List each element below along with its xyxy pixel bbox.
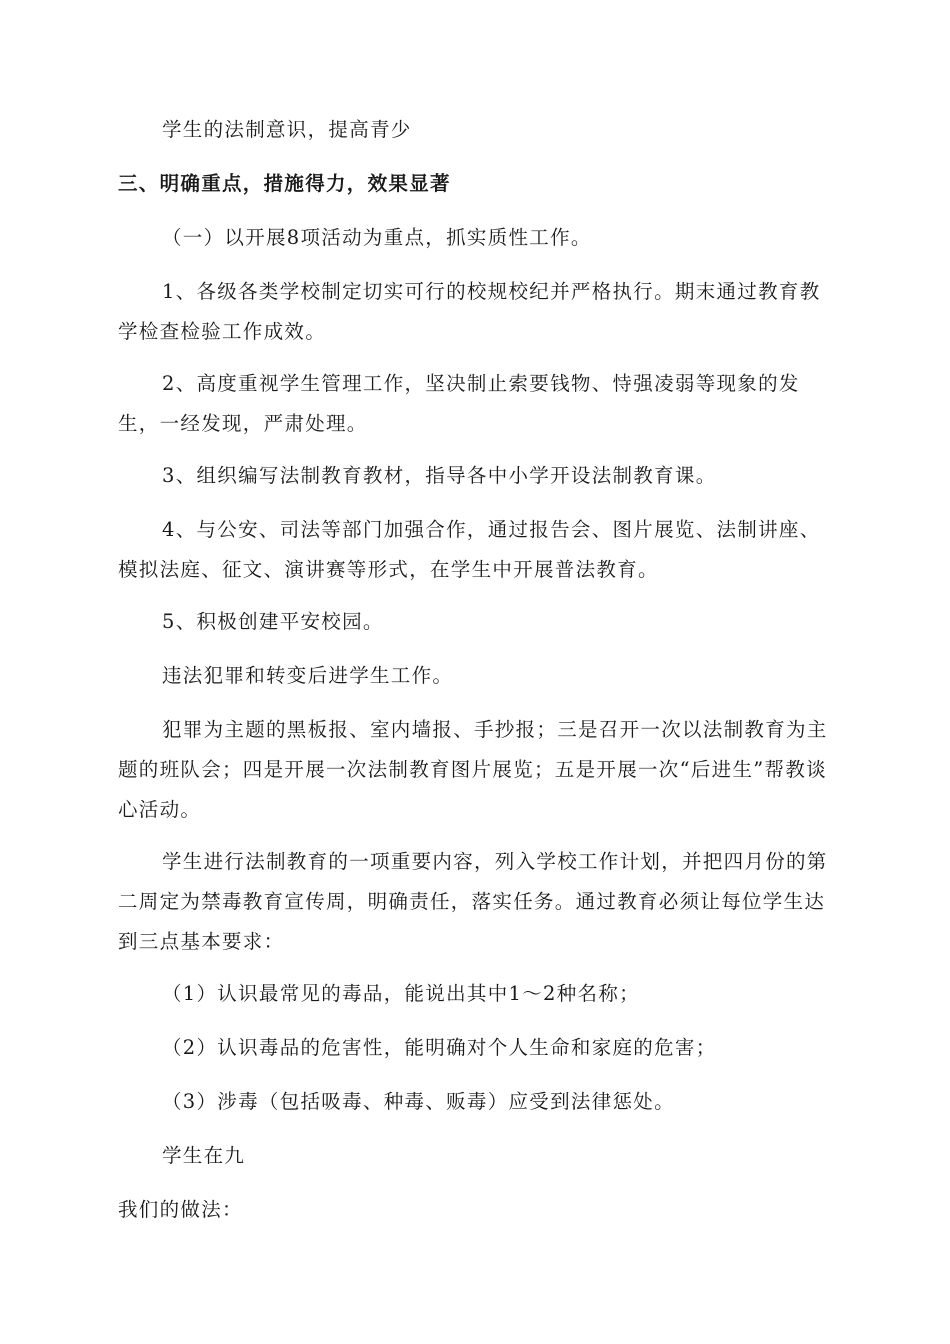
subsection-heading: （一）以开展8项活动为重点，抓实质性工作。 [162,226,592,249]
paragraph-activities: 犯罪为主题的黑板报、室内墙报、手抄报；三是召开一次以法制教育为主题的班队会；四是开展一次法制教育图片展览；五是开展一次“后进生”帮教谈心活动。 [118,718,828,821]
requirement-item-3: （3）涉毒（包括吸毒、种毒、贩毒）应受到法律惩处。 [162,1090,675,1113]
paragraph-our-approach: 我们的做法： [118,1198,243,1221]
paragraph-item-3: 3、组织编写法制教育教材，指导各中小学开设法制教育课。 [162,464,717,487]
paragraph-item-4: 4、与公安、司法等部门加强合作，通过报告会、图片展览、法制讲座、模拟法庭、征文、演讲赛等形式，在学生中开展普法教育。 [118,518,821,581]
paragraph-item-2: 2、高度重视学生管理工作，坚决制止索要钱物、恃强凌弱等现象的发生，一经发现，严肃处理。 [118,372,800,435]
requirement-item-2: （2）认识毒品的危害性，能明确对个人生命和家庭的危害； [162,1036,717,1059]
paragraph-item-1: 1、各级各类学校制定切实可行的校规校纪并严格执行。期末通过教育教学检查检验工作成效。 [118,280,821,343]
requirement-item-1: （1）认识最常见的毒品，能说出其中1～2种名称； [162,982,640,1005]
paragraph-drug-education: 学生进行法制教育的一项重要内容，列入学校工作计划，并把四月份的第二周定为禁毒教育宣传周，明确责任，落实任务。通过教育必须让每位学生达到三点基本要求： [118,850,828,953]
paragraph-intro-fragment: 学生的法制意识，提高青少 [162,118,412,141]
paragraph-fragment-students: 学生在九 [162,1144,246,1167]
paragraph-fragment-work: 违法犯罪和转变后进学生工作。 [162,664,454,687]
paragraph-item-5: 5、积极创建平安校园。 [162,610,384,633]
section-heading: 三、明确重点，措施得力，效果显著 [118,172,451,195]
